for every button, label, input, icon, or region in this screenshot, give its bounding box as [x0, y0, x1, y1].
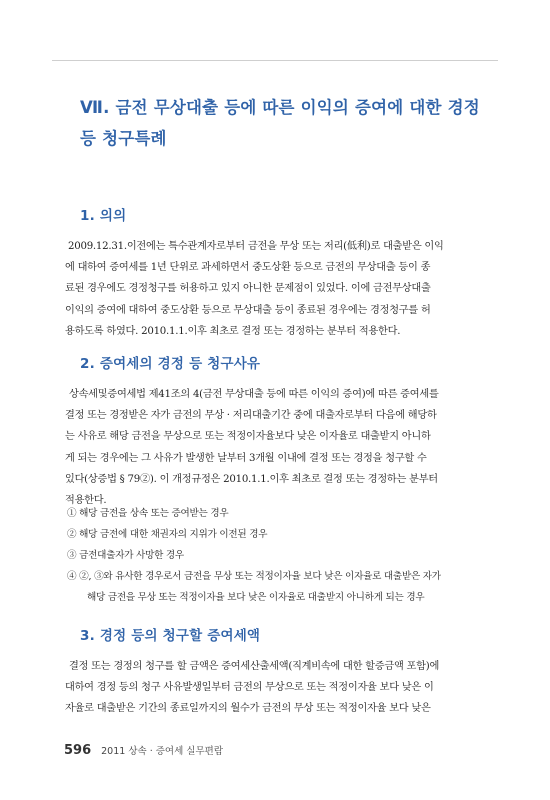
- section-1-line: 용하도록 하였다. 2010.1.1.이후 최초로 결정 또는 경정하는 분부터 적용한다.: [65, 325, 401, 337]
- book-title: 2011 상속 · 증여세 실무편람: [101, 746, 224, 757]
- section-2-line: 있다(상증법 § 79②). 이 개정규정은 2010.1.1.이후 최초로 결정 또는 경정하는 분부터: [65, 473, 438, 485]
- list-item: ③ 금전대출자가 사망한 경우: [67, 550, 184, 561]
- section-1-line: 에 대하여 증여세를 1년 단위로 과세하면서 중도상환 등으로 금전의 무상대출 등이 종: [65, 262, 431, 274]
- list-item-continuation: 해당 금전을 무상 또는 적정이자율 보다 낮은 이자율로 대출받지 아니하게 되는 경우: [87, 592, 425, 603]
- list-item: ② 해당 금전에 대한 채권자의 지위가 이전된 경우: [67, 529, 268, 540]
- section-2-list: [67, 503, 492, 608]
- section-heading-1: 1. 의의: [80, 208, 127, 224]
- section-3-line: 자율로 대출받은 기간의 종료일까지의 월수가 금전의 무상 또는 적정이자율 보다 낮은: [65, 703, 431, 715]
- section-3-body: [65, 656, 492, 720]
- section-2-line: 상속세및증여세법 제41조의 4(금전 무상대출 등에 따른 이익의 증여)에 따른 증여세를: [69, 389, 439, 400]
- list-item: ① 해당 금전을 상속 또는 증여받는 경우: [67, 508, 229, 519]
- section-1-line: 이익의 증여에 대하여 중도상환 등으로 무상대출 등이 종료된 경우에는 경정청구를 허: [65, 304, 431, 316]
- section-2-line: 는 사유로 해당 금전을 무상으로 또는 적정이자율보다 낮은 이자율로 대출받지 아니하: [65, 431, 431, 443]
- page-footer: [64, 743, 223, 758]
- section-2-line: 적용한다.: [65, 495, 107, 507]
- section-2-line: 결정 또는 경정받은 자가 금전의 무상 · 저리대출기간 중에 대출자로부터 다음에 해당하: [65, 410, 437, 422]
- chapter-title-line-2: 등 청구특례: [80, 129, 167, 148]
- chapter-title-line-1: Ⅶ. 금전 무상대출 등에 따른 이익의 증여에 대한 경정: [80, 98, 480, 117]
- page-number: 596: [64, 743, 92, 758]
- section-heading-3: 3. 경정 등의 청구할 증여세액: [80, 628, 261, 644]
- section-1-line: 료된 경우에도 경정청구를 허용하고 있지 아니한 문제점이 있었다. 이에 금전무상대출: [65, 283, 431, 295]
- section-1-body: [65, 236, 492, 342]
- section-heading-2: 2. 증여세의 경정 등 청구사유: [80, 356, 261, 372]
- section-3-line: 대하여 경정 등의 청구 사유발생일부터 금전의 무상으로 또는 적정이자율 보다 낮은 이: [65, 682, 434, 694]
- section-3-line: 결정 또는 경정의 청구를 할 금액은 증여세산출세액(직계비속에 대한 할증금액 포함)에: [69, 661, 440, 672]
- section-2-body: [65, 384, 492, 511]
- chapter-title: [80, 92, 502, 154]
- header-rule: [52, 60, 498, 61]
- list-item: ④ ②, ③와 유사한 경우로서 금전을 무상 또는 적정이자율 보다 낮은 이자율로 대출받은 자가: [67, 571, 441, 582]
- section-1-line: 2009.12.31.이전에는 특수관계자로부터 금전을 무상 또는 저리(低利)로 대출받은 이익: [68, 241, 444, 252]
- section-2-line: 게 되는 경우에는 그 사유가 발생한 날부터 3개월 이내에 결정 또는 경정을 청구할 수: [65, 452, 427, 464]
